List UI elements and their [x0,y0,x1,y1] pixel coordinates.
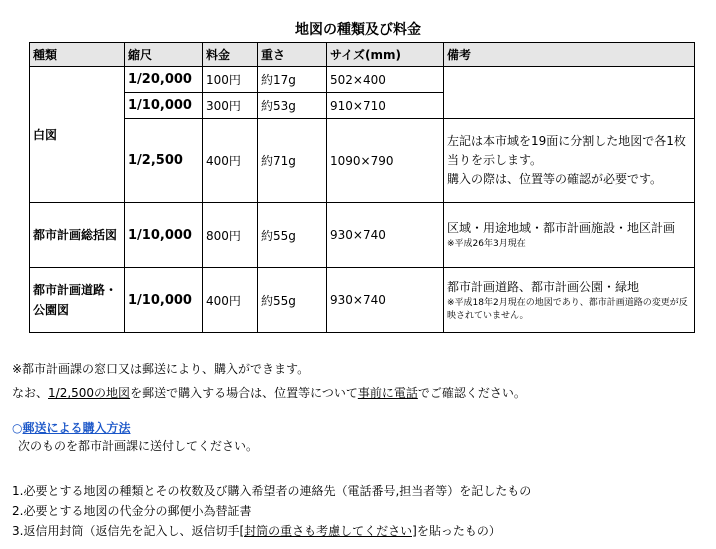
weight-cell: 約55g [258,268,327,333]
mail-heading [12,419,131,436]
remarks-cell-white-map [444,119,695,203]
size-cell: 930×740 [327,203,444,268]
remarks-cell-road-park [444,268,695,333]
note-text: でご確認ください。 [417,386,526,400]
header-remarks: 備考 [444,43,695,67]
price-cell: 300円 [203,93,258,119]
remark-text: 左記は本市域を19面に分割した地図で各1枚当りを示します。 [447,134,686,167]
note-text: を郵送で購入する場合は、位置等について [130,386,358,400]
price-cell: 100円 [203,67,258,93]
remark-small-text: ※平成18年2月現在の地図であり、都市計画道路の変更が反映されていません。 [447,297,688,321]
type-cell-master-plan: 都市計画総括図 [30,203,125,268]
weight-cell: 約55g [258,203,327,268]
remark-text: 区域・用途地域・都市計画施設・地区計画 [447,221,676,235]
circle-icon: ○ [12,421,23,435]
note-underlined-text: 事前に電話 [357,386,418,400]
header-type: 種類 [30,43,125,67]
scale-cell: 1/10,000 [125,203,203,268]
scale-cell: 1/2,500 [125,119,203,203]
table-row [30,67,695,93]
type-cell-white-map: 白図 [30,67,125,203]
weight-cell: 約71g [258,119,327,203]
price-cell: 800円 [203,203,258,268]
table-row [30,203,695,268]
scale-cell: 1/10,000 [125,268,203,333]
header-scale: 縮尺 [125,43,203,67]
remark-text: 購入の際は、位置等の確認が必要です。 [447,172,663,186]
remarks-cell-master-plan [444,203,695,268]
page-title: 地図の種類及び料金 [295,22,421,38]
remark-small-text: ※平成26年3月現在 [447,239,526,249]
mail-item-3 [12,522,501,539]
note-line-1: ※都市計画課の窓口又は郵送により、購入ができます。 [12,362,310,376]
size-cell: 502×400 [327,67,444,93]
table-header-row [30,43,695,67]
table-row [30,119,695,203]
note-text: なお、 [12,386,49,400]
price-table [29,42,695,333]
mail-item-2: 2.必要とする地図の代金分の郵便小為替証書 [12,504,252,518]
remarks-empty-cell [444,67,695,119]
size-cell: 930×740 [327,268,444,333]
header-size: サイズ(mm) [327,43,444,67]
type-cell-road-park: 都市計画道路・公園図 [30,268,125,333]
mail-item-text: を貼ったもの） [416,524,501,538]
mail-item-text: 3.返信用封筒（返信先を記入し、返信切手 [12,524,240,538]
mail-item-underlined-text: [封筒の重さも考慮してください] [239,524,417,538]
scale-cell: 1/10,000 [125,93,203,119]
note-line-2 [12,384,526,401]
header-price: 料金 [203,43,258,67]
table-row [30,268,695,333]
price-cell: 400円 [203,119,258,203]
mail-intro: 次のものを都市計画課に送付してください。 [18,439,259,453]
weight-cell: 約17g [258,67,327,93]
weight-cell: 約53g [258,93,327,119]
scale-cell: 1/20,000 [125,67,203,93]
header-weight: 重さ [258,43,327,67]
mail-item-1: 1.必要とする地図の種類とその枚数及び購入希望者の連絡先（電話番号,担当者等）を記したもの [12,484,532,498]
note-underlined-text: 1/2,500の地図 [48,386,131,400]
remark-text: 都市計画道路、都市計画公園・緑地 [447,279,640,294]
price-cell: 400円 [203,268,258,333]
size-cell: 1090×790 [327,119,444,203]
size-cell: 910×710 [327,93,444,119]
mail-heading-text: 郵送による購入方法 [22,421,131,435]
